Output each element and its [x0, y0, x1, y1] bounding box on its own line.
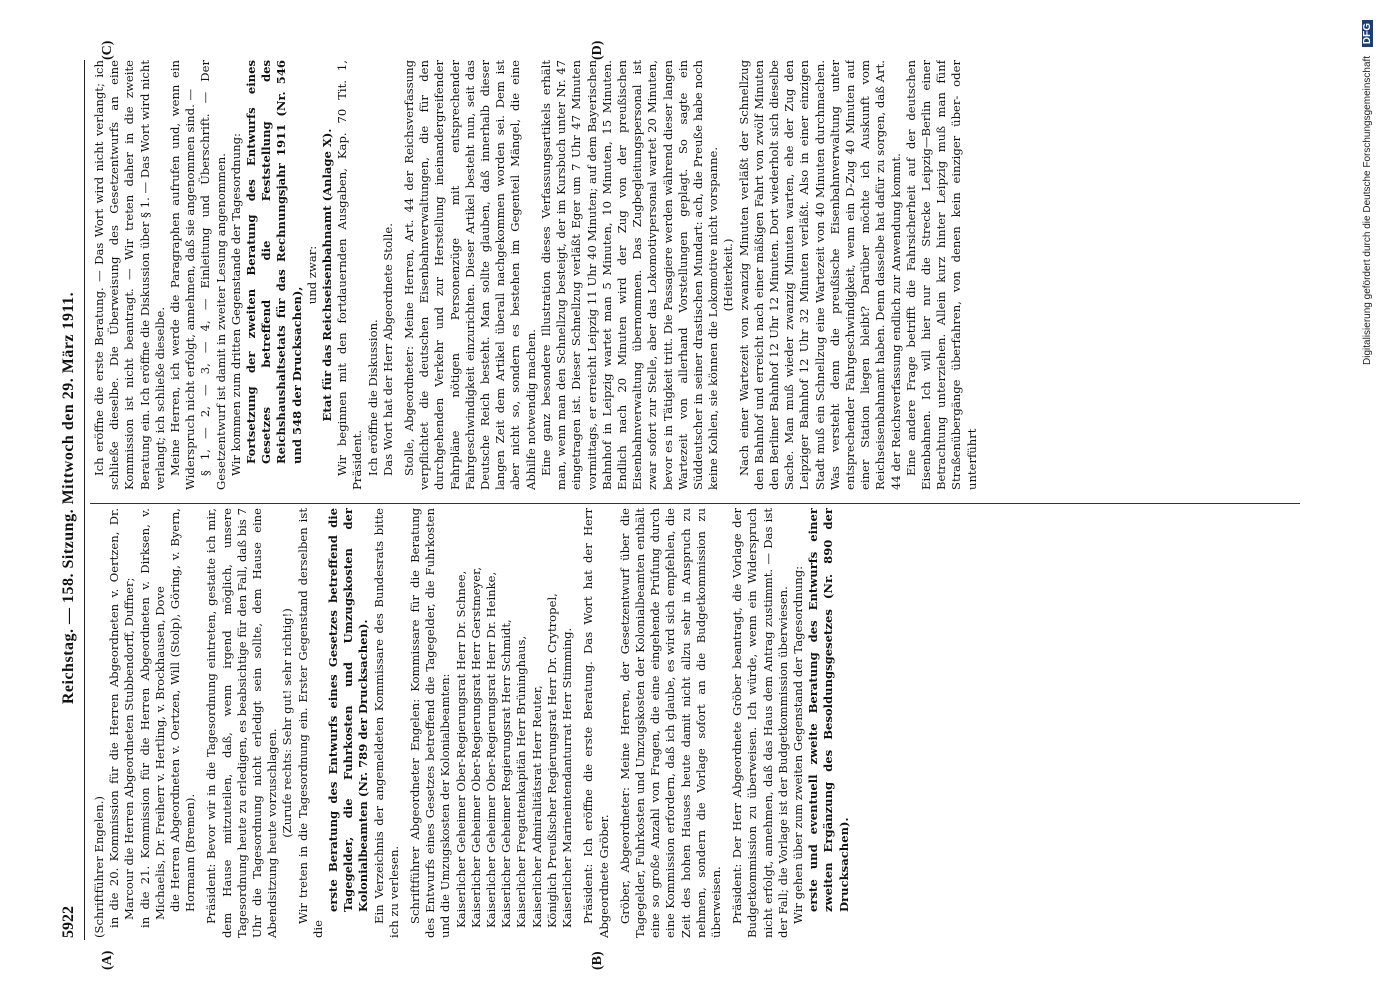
- margin-marker-d: (D): [590, 40, 605, 60]
- paragraph: Ein Verzeichnis der angemeldeten Kommissare des Bundesrats bitte ich zu verlesen.: [371, 508, 401, 938]
- paragraph: Präsident: Bevor wir in die Tagesordnung eintreten, gestatte ich mir, dem Hause mitzuteilen, daß, wenn irgend möglich, unsere Tagesordnung heute zu erledigen, es beabsichtige für den Fall, daß bis 7 Uhr die Tagesordnung nicht erledigt sein sollte, dem Hause eine Abendsitzung heute vorzuschlagen.: [204, 508, 280, 938]
- paragraph: Etat für das Reichseisenbahnamt (Anlage X).: [320, 128, 335, 422]
- paragraph: Meine Herren, ich werde die Paragraphen aufrufen und, wenn ein Widerspruch nicht erfolgt, annehmen, daß sie angenommen sind. —: [168, 60, 198, 490]
- paragraph: Kaiserlicher Marineintendanturrat Herr Stimming.: [560, 627, 575, 928]
- paragraph: und zwar:: [304, 245, 319, 305]
- paragraph: Ich eröffne die erste Beratung. — Das Wort wird nicht verlangt; ich schließe dieselbe. Die Überweisung des Gesetzentwurfs an eine Kommission ist nicht beantragt. — Wir treten daher in die zweite Beratung ein. Ich eröffne die Diskussion über § 1. — Das Wort wird nicht verlangt; ich schließe dieselbe.: [92, 60, 167, 490]
- paragraph: Kaiserlicher Admiralitätsrat Herr Reuter,: [529, 685, 544, 928]
- paragraph: Wir beginnen mit den fortdauernden Ausgaben, Kap. 70 Tit. 1, Präsident.: [335, 60, 365, 490]
- paragraph: erste und eventuell zweite Beratung des Entwurfs einer zweiten Ergänzung des Besoldungsgesetzes (Nr. 890 der Drucksachen).: [806, 508, 851, 912]
- paragraph: Präsident: Ich eröffne die erste Beratung. Das Wort hat der Herr Abgeordnete Gröber.: [581, 508, 611, 938]
- paragraph: die Herren Abgeordneten v. Oertzen, Will (Stolp), Göring, v. Byern, Hormann (Bremen).: [168, 508, 198, 912]
- page-header: [60, 58, 84, 938]
- page-title: Reichstag. — 158. Sitzung. Mittwoch den 29. März 1911.: [60, 291, 77, 705]
- margin-marker-a: (A): [100, 950, 115, 970]
- paragraph: Kaiserlicher Fregattenkapitän Herr Brüninghaus,: [514, 635, 529, 928]
- paragraph: (Schriftführer Engelen.): [92, 796, 106, 938]
- paragraph: Wir kommen zum dritten Gegenstande der Tagesordnung:: [228, 133, 243, 476]
- paragraph: in die 20. Kommission für die Herren Abgeordneten v. Oertzen, Dr. Marcour die Herren Abgeordneten Stubbendorff, Duffner;: [107, 508, 137, 928]
- left-text-column: [92, 508, 1302, 938]
- margin-marker-b: (B): [590, 951, 605, 970]
- digitization-credit: [1362, 20, 1373, 880]
- paragraph: Eine andere Frage betrifft die Fahrsicherheit auf der deutschen Eisenbahnen. Ich will hier nur die Strecke Leipzig—Berlin einer Betrachtung unterziehen. Allein kurz hinter Leipzig muß man fünf Straßenübergänge überfahren, von denen kein einziger über- oder unterführt: [903, 60, 979, 490]
- paragraph: Kaiserlicher Geheimer Ober-Regierungsrat Herr Gerstmeyer,: [468, 566, 483, 928]
- paragraph: in die 21. Kommission für die Herren Abgeordneten v. Dirksen, v. Michaelis, Dr. Freiherr v. Hertling, v. Brockhausen, Dove: [137, 508, 167, 928]
- paragraph: Kaiserlicher Geheimer Ober-Regierungsrat Herr Dr. Schnee,: [453, 570, 468, 928]
- paragraph: Wir gehen über zum zweiten Gegenstand der Tagesordnung:: [790, 565, 805, 924]
- paragraph: Königlich Preußischer Regierungsrat Herr Dr. Crytropel,: [544, 593, 559, 928]
- paragraph: Kaiserlicher Geheimer Ober-Regierungsrat Herr Dr. Heinke,: [484, 571, 499, 928]
- paragraph: Fortsetzung der zweiten Beratung des Entwurfs eines Gesetzes betreffend die Feststellung des Reichshaushaltsetats für das Rechnungsjahr 1911 (Nr. 546 und 548 der Drucksachen),: [244, 60, 304, 464]
- paragraph: erste Beratung des Entwurfs eines Gesetzes betreffend die Tagegelder, die Fuhrkosten und Umzugskosten der Kolonialbeamten (Nr. 789 der Drucksachen).: [326, 508, 371, 912]
- right-text-column: [92, 60, 1302, 490]
- paragraph: Nach einer Wartezeit von zwanzig Minuten verläßt der Schnellzug den Bahnhof und erreicht nach einer mäßigen Fahrt von zwölf Minuten den Berliner Bahnhof 12 Uhr 12 Minuten. Dort wiederholt sich dieselbe Sache. Man muß wieder zwanzig Minuten warten, ehe der Zug den Leipziger Bahnhof 12 Uhr 32 Minuten verläßt. Also in einer einzigen Stadt muß ein Schnellzug eine Wartezeit von 40 Minuten durchmachen. Was versteht denn die preußische Eisenbahnverwaltung unter entsprechender Fahrgeschwindigkeit, wenn ein D-Zug 40 Minuten auf einer Station liegen bleibt? Darüber möchte ich Auskunft vom Reichseisenbahnamt haben. Denn dasselbe hat dafür zu sorgen, daß Art. 44 der Reichsverfassung endlich zur Anwendung kommt.: [736, 60, 903, 490]
- paragraph: Schriftführer Abgeordneter Engelen: Kommissare für die Beratung des Entwurfs eines Gesetzes betreffend die Tagegelder, die Fuhrkosten und die Umzugskosten der Kolonialbeamten:: [408, 508, 453, 938]
- paragraph: Wir treten in die Tagesordnung ein. Erster Gegenstand derselben ist die: [295, 508, 325, 938]
- paragraph: Eine ganz besondere Illustration dieses Verfassungsartikels erhält man, wenn man den Schnellzug besteigt, der im Kursbuch unter Nr. 47 eingetragen ist. Dieser Schnellzug verläßt Eger um 7 Uhr 47 Minuten vormittags, er erreicht Leipzig 11 Uhr 40 Minuten; auf dem Bayerischen Bahnhof in Leipzig wartet man 5 Minuten, 10 Minuten, 15 Minuten. Endlich nach 20 Minuten wird der Zug von der preußischen Eisenbahnverwaltung übernommen. Das Zugbegleitungspersonal ist zwar sofort zur Stelle, aber das Lokomotivpersonal wartet 20 Minuten, bevor es in Tätigkeit tritt. Die Passagiere werden während dieser langen Wartezeit von allerhand Vorstellungen geplagt. So sagte ein Süddeutscher in seiner drastischen Mundart: ach, die Preuße habe noch keine Kohlen, sie können die Lokomotive nicht vorspanne.: [538, 60, 721, 490]
- paragraph: Stolle, Abgeordneter: Meine Herren, Art. 44 der Reichsverfassung verpflichtet die deutschen Eisenbahnverwaltungen, die für den durchgehenden Verkehr und zur Herstellung ineinandergreifender Fahrpläne nötigen Personenzüge mit entsprechender Fahrgeschwindigkeit einzurichten. Dieser Artikel besteht nun, seit das Deutsche Reich besteht. Man sollte glauben, daß innerhalb dieser langen Zeit dem Artikel überall nachgekommen worden sei. Dem ist aber nicht so, sondern es bestehen im Gegenteil Mängel, die eine Abhilfe notwendig machen.: [402, 60, 538, 490]
- paragraph: Kaiserlicher Geheimer Regierungsrat Herr Schmidt,: [499, 619, 514, 928]
- margin-marker-c: (C): [100, 40, 115, 60]
- page-number: 5922: [60, 906, 77, 938]
- column-rule: [90, 503, 1300, 504]
- paragraph: (Heiterkeit.): [721, 238, 736, 312]
- paragraph: § 1, — 2, — 3, — 4, — Einleitung und Überschrift. — Der Gesetzentwurf ist damit in zweiter Lesung angenommen.: [198, 60, 228, 490]
- paragraph: Gröber, Abgeordneter: Meine Herren, der Gesetzentwurf über die Tagegelder, Fuhrkosten und Umzugskosten der Kolonialbeamten enthält eine so große Anzahl von Fragen, die eine eingehende Prüfung durch eine Kommission erfordern, daß ich glaube, es wird sich empfehlen, die Zeit des hohen Hauses heute damit nicht allzu sehr in Anspruch zu nehmen, sondern die Vorlage sofort an die Budgetkommission zu überweisen.: [617, 508, 723, 938]
- paragraph: Ich eröffne die Diskussion.: [365, 319, 380, 476]
- paragraph: Das Wort hat der Herr Abgeordnete Stolle.: [380, 223, 395, 476]
- credit-text: Digitalisierung gefördert durch die Deutsche Forschungsgemeinschaft: [1362, 55, 1373, 365]
- paragraph: Präsident: Der Herr Abgeordnete Gröber beantragt, die Vorlage der Budgetkommission zu überweisen. Ich würde, wenn ein Widerspruch nicht erfolgt, annehmen, daß das Haus dem Antrag zustimmt. — Das ist der Fall; die Vorlage ist der Budgetkommission überwiesen.: [730, 508, 790, 938]
- paragraph: (Zurufe rechts: Sehr gut! sehr richtig!): [280, 608, 295, 838]
- header-rule: [84, 60, 85, 940]
- dfg-logo: DFG: [1362, 20, 1373, 47]
